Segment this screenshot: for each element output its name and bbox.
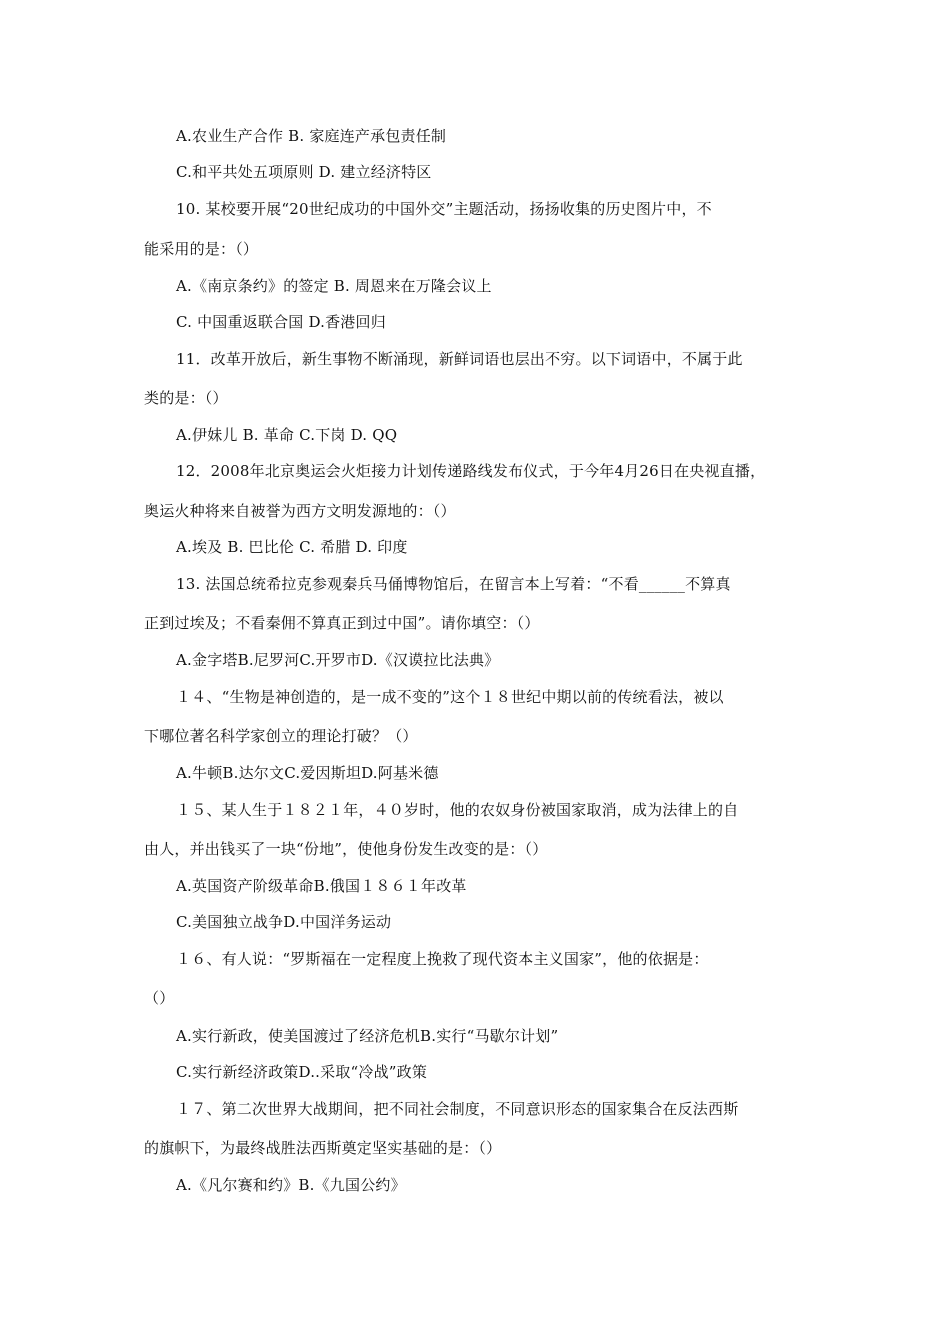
question-continuation: 类的是：（） <box>144 389 228 407</box>
question-line: １４、“生物是神创造的，是一成不变的”这个１８世纪中期以前的传统看法，被以 <box>176 688 724 706</box>
option-line: A.农业生产合作 B. 家庭连产承包责任制 <box>176 127 447 145</box>
option-line: A.伊妹儿 B. 革命 C.下岗 D. QQ <box>176 426 398 444</box>
option-line: C.实行新经济政策D..采取“冷战”政策 <box>176 1063 428 1081</box>
question-line: 12．2008年北京奥运会火炬接力计划传递路线发布仪式，于今年4月26日在央视直播， <box>176 462 766 480</box>
question-line: １５、某人生于１８２１年，４０岁时，他的农奴身份被国家取消，成为法律上的自 <box>176 801 739 819</box>
option-line: A.《凡尔赛和约》B.《九国公约》 <box>176 1176 406 1194</box>
question-line: １６、有人说：“罗斯福在一定程度上挽救了现代资本主义国家”，他的依据是： <box>176 950 709 968</box>
option-line: A.金字塔B.尼罗河C.开罗市D.《汉谟拉比法典》 <box>176 651 500 669</box>
question-continuation: 奥运火种将来自被誉为西方文明发源地的：（） <box>144 502 456 520</box>
question-continuation: 的旗帜下，为最终战胜法西斯奠定坚实基础的是：（） <box>144 1139 502 1157</box>
question-line: 11．改革开放后，新生事物不断涌现，新鲜词语也层出不穷。以下词语中，不属于此 <box>176 350 743 368</box>
option-line: C.美国独立战争D.中国洋务运动 <box>176 913 392 931</box>
option-line: A.英国资产阶级革命B.俄国１８６１年改革 <box>176 877 467 895</box>
question-continuation: 下哪位著名科学家创立的理论打破？（） <box>144 727 418 745</box>
question-line: １７、第二次世界大战期间，把不同社会制度，不同意识形态的国家集合在反法西斯 <box>176 1100 739 1118</box>
question-continuation: 能采用的是：（） <box>144 240 259 258</box>
option-line: A.牛顿B.达尔文C.爱因斯坦D.阿基米德 <box>176 764 439 782</box>
option-line: A.实行新政，使美国渡过了经济危机B.实行“马歇尔计划” <box>176 1027 559 1045</box>
question-continuation: （） <box>144 989 175 1007</box>
question-line: 10. 某校要开展“20世纪成功的中国外交”主题活动，扬扬收集的历史图片中，不 <box>176 200 712 218</box>
option-line: A.埃及 B. 巴比伦 C. 希腊 D. 印度 <box>176 538 408 556</box>
question-continuation: 由人，并出钱买了一块“份地”，使他身份发生改变的是：（） <box>144 840 548 858</box>
option-line: A.《南京条约》的签定 B. 周恩来在万隆会议上 <box>176 277 492 295</box>
question-continuation: 正到过埃及；不看秦佣不算真正到过中国”。请你填空：（） <box>144 614 540 632</box>
question-line: 13. 法国总统希拉克参观秦兵马俑博物馆后，在留言本上写着：“不看______不算真 <box>176 575 731 593</box>
option-line: C. 中国重返联合国 D.香港回归 <box>176 313 386 331</box>
option-line: C.和平共处五项原则 D. 建立经济特区 <box>176 163 432 181</box>
